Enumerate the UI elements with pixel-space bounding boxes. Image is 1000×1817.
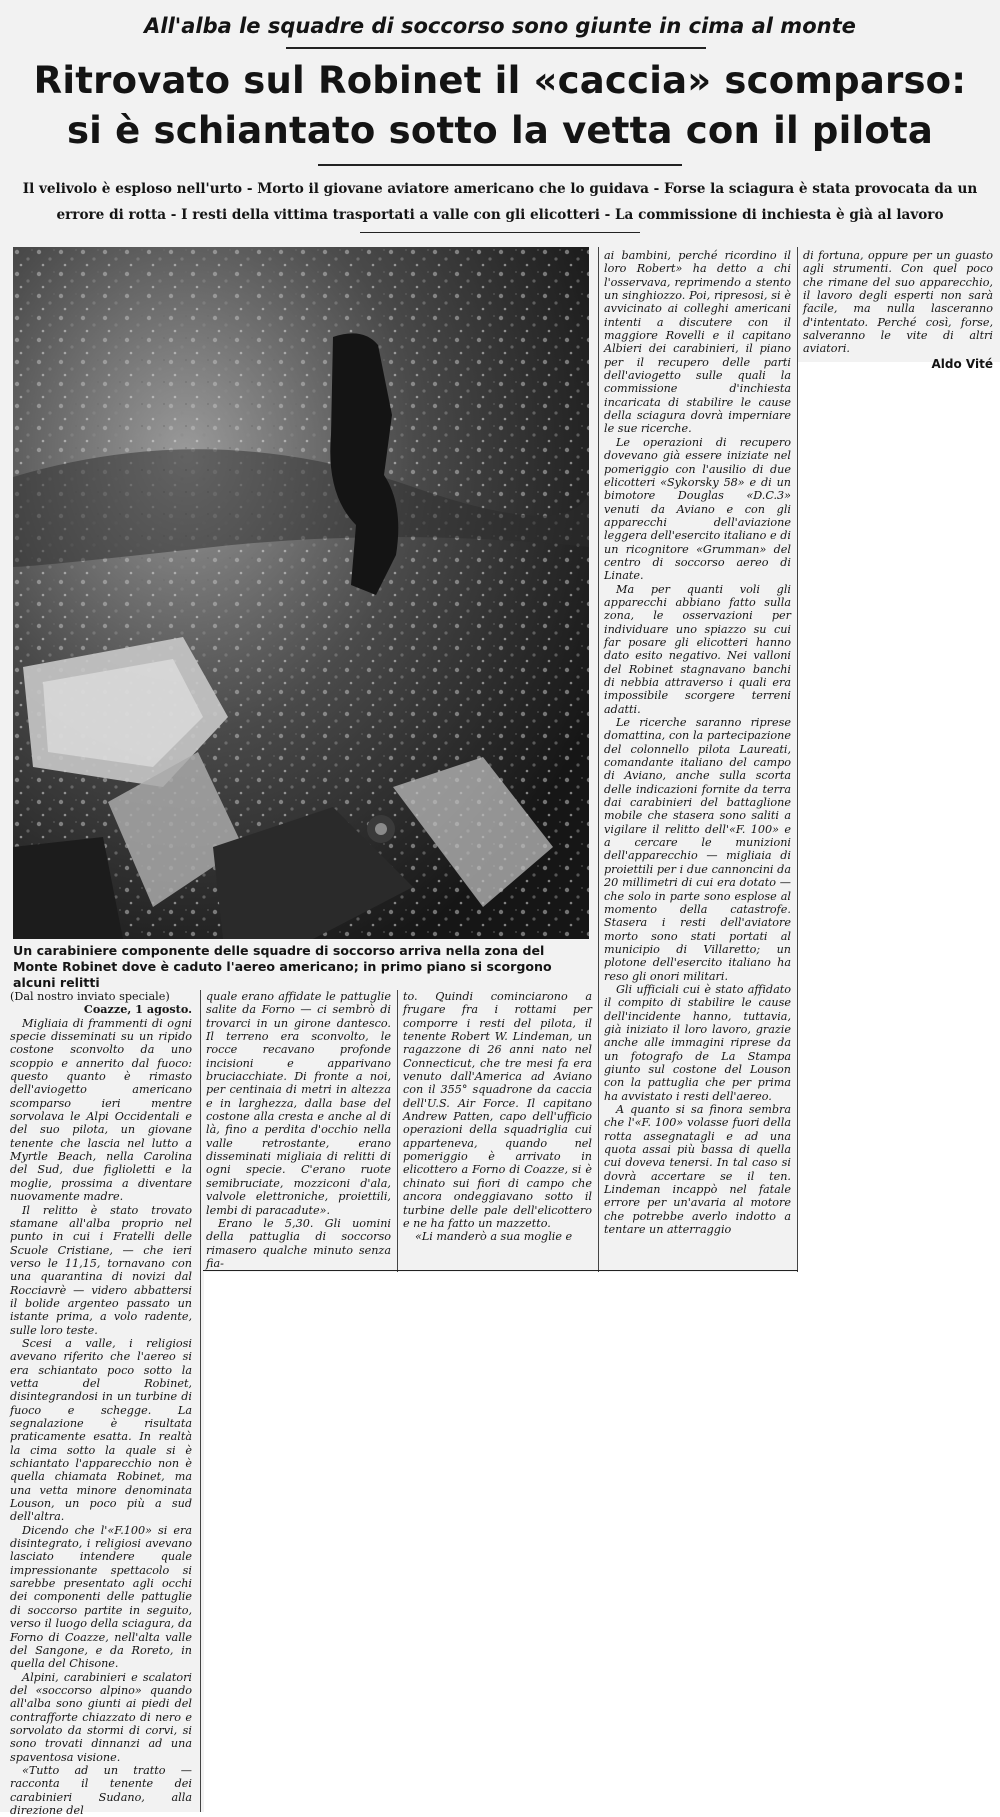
article-paragraph: quale erano affidate le pattuglie salite da Forno — ci sembrò di trovarci in un girone dantesco. Il terreno era sconvolto, le rocce recavano profonde incisioni e apparivano bruciacchiate. Di fronte a noi, per centinaia di metri in altezza e in larghezza, dalla base del costone alla cresta e anche al di là, fino a perdita d'occhio nella valle retrostante, erano disseminati migliaia di relitti di ogni specie. C'erano ruote semibruciate, mozziconi d'ala, valvole elettroniche, proiettili, lembi di paracadute».	[206, 990, 391, 1217]
article-paragraph: Le ricerche saranno riprese domattina, con la partecipazione del colonnello pilota Laureati, comandante italiano del campo di Aviano, anche sulla scorta delle indicazioni fornite da terra dai carabinieri del battaglione mobile che stasera sono saliti a vigilare il relitto dell'«F. 100» e a cercare le munizioni dell'apparecchio — migliaia di proiettili per i due cannoncini da 20 millimetri di cui era dotato — che solo in parte sono esplose al momento della catastrofe. Stasera i resti dell'aviatore morto sono stati portati al municipio di Villaretto; un plotone dell'esercito italiano ha reso gli onori militari.	[604, 716, 791, 983]
article-paragraph: Gli ufficiali cui è stato affidato il compito di stabilire le cause dell'incidente hanno, tuttavia, già iniziato il loro lavoro, grazie anche alle immagini riprese da un fotografo de La Stampa giunto sul costone del Louson con la pattuglia che per prima ha avvistato i resti dell'aereo.	[604, 982, 791, 1103]
article-paragraph: di fortuna, oppure per un guasto agli strumenti. Con quel poco che rimane del suo apparecchio, il lavoro degli esperti non sarà facile, ma nulla lasceranno d'intentato. Perché così, forse, salveranno le vite di altri aviatori.	[803, 249, 993, 356]
article-column-2	[206, 990, 391, 1270]
article-paragraph: Scesi a valle, i religiosi avevano riferito che l'aereo si era schiantato poco sotto la vetta del Robinet, disintegrandosi in un turbine di fuoco e schegge. La segnalazione è risultata praticamente esatta. In realtà la cima sotto la quale si è schiantato l'apparecchio non è quella chiamata Robinet, ma una vetta minore denominata Louson, un poco più a sud dell'altra.	[10, 1336, 192, 1524]
photo	[13, 247, 589, 939]
column-rule-3	[598, 247, 599, 1272]
column-rule-2	[397, 990, 398, 1272]
article-paragraph: «Tutto ad un tratto — racconta il tenente dei carabinieri Sudano, alla direzione del	[10, 1763, 192, 1817]
article-paragraph: ai bambini, perché ricordino il loro Robert» ha detto a chi l'osservava, reprimendo a stento un singhiozzo. Poi, ripresosi, si è avvicinato ai colleghi americani intenti a discutere con il maggiore Rovelli e il capitano Albieri dei carabinieri, il piano per il recupero delle parti dell'aviogetto sulle quali la commissione d'inchiesta incaricata di stabilire le cause della sciagura dovrà imperniare le sue ricerche.	[604, 249, 791, 436]
signature: Aldo Vité	[931, 356, 993, 371]
article-paragraph: A quanto si sa finora sembra che l'«F. 100» volasse fuori della rotta assegnatagli e ad una quota assai più bassa di quella cui doveva tenersi. In tal caso si dovrà accertare se il ten. Lindeman incappò nel fatale errore per un'avaria al motore che potrebbe averlo indotto a tentare un atterraggio	[604, 1103, 791, 1237]
article-paragraph: «Li manderò a sua moglie e	[415, 1230, 573, 1244]
article-paragraph: Ma per quanti voli gli apparecchi abbiano fatto sulla zona, le osservazioni per individuare uno spiazzo su cui far posare gli elicotteri hanno dato esito negativo. Nei valloni del Robinet stagnavano banchi di nebbia attraverso i quali era impossibile scorgere terreni adatti.	[604, 582, 791, 716]
photo-rocks-illustration	[13, 247, 589, 939]
byline-note: (Dal nostro inviato speciale)	[10, 990, 170, 1003]
headline-line-1: Ritrovato sul Robinet il «caccia» scomparso:	[33, 59, 967, 102]
deck	[0, 176, 1000, 228]
kicker-underline	[286, 47, 706, 49]
column-rule-1	[200, 990, 201, 1812]
article-paragraph: Erano le 5,30. Gli uomini della pattuglia di soccorso rimasero qualche minuto senza fia-	[206, 1216, 391, 1270]
headline	[0, 56, 1000, 156]
article-paragraph: Le operazioni di recupero dovevano già essere iniziate nel pomeriggio con l'ausilio di due elicotteri «Sykorsky 58» e di un bimotore Douglas «D.C.3» venuti da Aviano e con gli apparecchi dell'aviazione leggera dell'esercito italiano e di un ricognitore «Grumman» del centro di soccorso aereo di Linate.	[604, 435, 791, 583]
headline-line-2: si è schiantato sotto la vetta con il pilota	[66, 109, 934, 152]
article-column-1	[10, 990, 192, 1817]
photo-caption: Un carabiniere componente delle squadre di soccorso arriva nella zona del Monte Robinet dove è caduto l'aereo americano; in primo piano si scorgono alcuni relitti	[13, 943, 552, 990]
column-rule-4	[797, 247, 798, 1272]
article-paragraph: Alpini, carabinieri e scalatori del «soccorso alpino» quando all'alba sono giunti ai piedi del contrafforte chiazzato di nero e sorvolato da stormi di corvi, si sono trovati dinnanzi ad una spaventosa visione.	[10, 1670, 192, 1764]
deck-line-2: errore di rotta - I resti della vittima trasportati a valle con gli elicotteri - La commissione di inchiesta è già al lavoro	[56, 207, 944, 223]
article-column-3	[403, 990, 592, 1244]
kicker: All'alba le squadre di soccorso sono giunte in cima al monte	[144, 14, 856, 38]
headline-underline	[318, 164, 682, 166]
deck-underline	[360, 232, 640, 233]
article-paragraph: to. Quindi cominciarono a frugare fra i rottami per comporre i resti del pilota, il tenente Robert W. Lindeman, un ragazzone di 26 anni nato nel Connecticut, che tre mesi fa era venuto dall'America ad Aviano con il 355° squadrone da caccia dell'U.S. Air Force. Il capitano Andrew Patten, capo dell'ufficio operazioni della squadriglia cui apparteneva, quando nel pomeriggio è arrivato in elicottero a Forno di Coazze, si è chinato sui fiori di campo che ancora ondeggiavano sotto il turbine delle pale dell'elicottero e ne ha fatto un mazzetto.	[403, 990, 592, 1230]
article-column-5	[803, 249, 993, 371]
article-paragraph: Dicendo che l'«F.100» si era disintegrato, i religiosi avevano lasciato intendere quale impressionante spettacolo si sarebbe presentato agli occhi dei componenti delle pattuglie di soccorso partite in seguito, verso il luogo della sciagura, da Forno di Coazze, nell'alta valle del Sangone, e da Roreto, in quella del Chisone.	[10, 1523, 192, 1671]
article-paragraph: Il relitto è stato trovato stamane all'alba proprio nel punto in cui i Fratelli delle Scuole Cristiane, — che ieri verso le 11,15, tornavano con una quarantina di novizi dal Rocciavrè — videro abbattersi il bolide argenteo passato un istante prima, a volo radente, sulle loro teste.	[10, 1203, 192, 1337]
dateline: Coazze, 1 agosto.	[83, 1002, 192, 1017]
article-column-4	[604, 249, 791, 1236]
article-paragraph: Migliaia di frammenti di ogni specie disseminati su un ripido costone sconvolto da uno scoppio e annerito dal fuoco: questo quanto è rimasto dell'aviogetto americano scomparso ieri mentre sorvolava le Alpi Occidentali e del suo pilota, un giovane tenente che lascia nel lutto a Myrtle Beach, nella Carolina del Sud, due figlioletti e la moglie, prossima a diventare nuovamente madre.	[10, 1016, 192, 1204]
deck-line-1: Il velivolo è esploso nell'urto - Morto il giovane aviatore americano che lo guidava - Forse la sciagura è stata provocata da un	[22, 181, 978, 197]
